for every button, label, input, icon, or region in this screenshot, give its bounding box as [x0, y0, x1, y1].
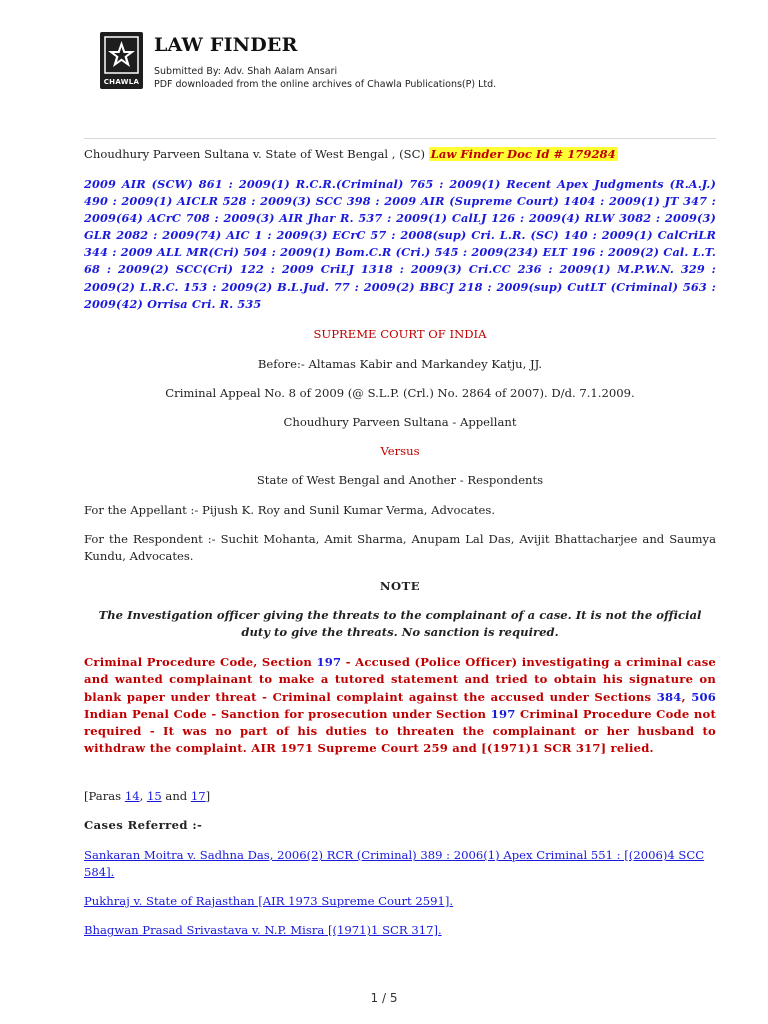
section-link-197[interactable]: 197	[316, 655, 342, 669]
star-logo-icon	[100, 32, 143, 78]
appellant-counsel: For the Appellant :- Pijush K. Roy and Sunil Kumar Verma, Advocates.	[84, 503, 496, 517]
cases-referred-heading: Cases Referred :-	[84, 818, 203, 832]
case-title-line	[84, 146, 716, 163]
summary-part-1: Criminal Procedure Code, Section	[84, 655, 317, 669]
para-link-15[interactable]: 15	[146, 789, 162, 803]
respondents-line: State of West Bengal and Another - Respondents	[256, 473, 544, 487]
brand-title: LAW FINDER	[154, 34, 298, 56]
download-source: PDF downloaded from the online archives of Chawla Publications(P) Ltd.	[154, 79, 497, 90]
paras-and: and	[161, 789, 191, 803]
paras-suffix: ]	[205, 789, 211, 803]
summary-part-2: - Accused (Police Officer) investigating a criminal case and wanted complainant to make a tutored statement and tried to obtain his signature on blank paper under threat - Criminal complaint against the accused under Sections	[84, 655, 716, 704]
section-link-197-second[interactable]: 197	[490, 706, 516, 721]
note-heading: NOTE	[379, 579, 421, 593]
case-ref-link-1[interactable]	[84, 847, 716, 881]
submitted-by: Submitted By: Adv. Shah Aalam Ansari	[154, 66, 338, 77]
case-ref-text-1[interactable]: Sankaran Moitra v. Sadhna Das, 2006(2) RCR (Criminal) 389 : 2006(1) Apex Criminal 551 : [(2006)4 SCC 584].	[84, 848, 705, 880]
section-link-506[interactable]: 506	[691, 689, 716, 704]
case-ref-text-3[interactable]: Bhagwan Prasad Srivastava v. N.P. Misra [(1971)1 SCR 317].	[84, 923, 442, 937]
note-text: The Investigation officer giving the threats to the complainant of a case. It is not the official duty to give the threats. No sanction is required.	[98, 608, 702, 640]
versus-label: Versus	[380, 444, 420, 458]
summary-part-4: Criminal Procedure Code not required - It was no part of his duties to threaten the complainant or her husband to withdraw the complaint. AIR 1971 Supreme Court 259 and [(1971)1 SCR 317] relied.	[84, 706, 716, 756]
summary-separator: ,	[681, 689, 692, 704]
case-ref-link-3[interactable]	[84, 922, 716, 939]
case-ref-link-2[interactable]	[84, 893, 716, 910]
appellant-line: Choudhury Parveen Sultana - Appellant	[283, 415, 517, 429]
paras-separator: ,	[139, 789, 147, 803]
citations-block: 2009 AIR (SCW) 861 : 2009(1) R.C.R.(Criminal) 765 : 2009(1) Recent Apex Judgments (R.A.J.) 490 : 2009(1) AICLR 528 : 2009(3) SCC 398 : 2009 AIR (Supreme Court) 1404 : 2009(1) JT 347 : 2009(64) ACrC 708 : 2009(3) AIR Jhar R. 537 : 2009(1) CalLJ 126 : 2009(4) RLW 3082 : 2009(3) GLR 2082 : 2009(74) AIC 1 : 2009(3) ECrC 57 : 2008(sup) Cri. L.R. (SC) 140 : 2009(1) CalCriLR 344 : 2009 ALL MR(Cri) 504 : 2009(1) Bom.C.R (Cri.) 545 : 2009(234) ELT 196 : 2009(2) Cal. L.T. 68 : 2009(2) SCC(Cri) 122 : 2009 CriLJ 1318 : 2009(3) Cri.CC 236 : 2009(1) M.P.W.N. 329 : 2009(2) L.R.C. 153 : 2009(2) B.L.Jud. 77 : 2009(2) BBCJ 218 : 2009(sup) CutLT (Criminal) 563 : 2009(42) Orrisa Cri. R. 535	[84, 177, 716, 311]
bench-line: Before:- Altamas Kabir and Markandey Katju, JJ.	[257, 357, 543, 371]
logo-chawla-text: CHAWLA	[103, 78, 140, 86]
case-ref-text-2[interactable]: Pukhraj v. State of Rajasthan [AIR 1973 Supreme Court 2591].	[84, 894, 454, 908]
doc-id-badge: Law Finder Doc Id # 179284	[430, 147, 616, 161]
appeal-line: Criminal Appeal No. 8 of 2009 (@ S.L.P. (Crl.) No. 2864 of 2007). D/d. 7.1.2009.	[165, 386, 635, 400]
case-title: Choudhury Parveen Sultana v. State of West Bengal , (SC)	[84, 147, 425, 161]
law-finder-logo	[100, 32, 143, 89]
paras-line	[84, 788, 716, 805]
para-link-17[interactable]: 17	[190, 789, 206, 803]
court-name: SUPREME COURT OF INDIA	[313, 327, 487, 341]
respondent-counsel: For the Respondent :- Suchit Mohanta, Amit Sharma, Anupam Lal Das, Avijit Bhattacharjee and Saumya Kundu, Advocates.	[84, 532, 716, 564]
summary-part-3: Indian Penal Code - Sanction for prosecution under Section	[84, 706, 491, 721]
paras-prefix: [Paras	[84, 789, 125, 803]
page-indicator: 1 / 5	[370, 991, 398, 1005]
headnote-summary	[84, 654, 716, 758]
section-link-384[interactable]: 384	[656, 689, 682, 704]
para-link-14[interactable]: 14	[124, 789, 140, 803]
header-divider	[84, 138, 716, 139]
